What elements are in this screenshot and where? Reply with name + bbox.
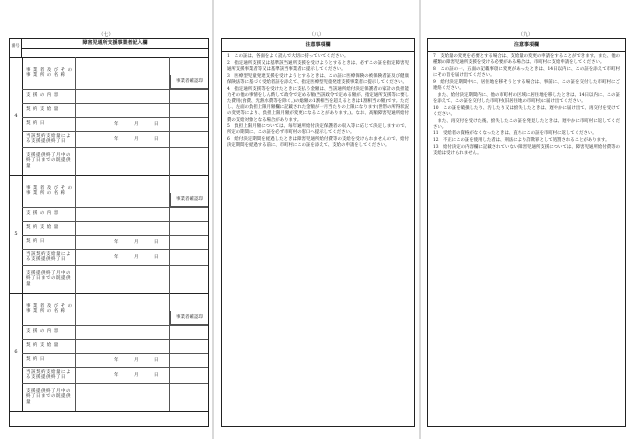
- row-label-remaining: 当該契約支給量による支援提供終了日: [22, 249, 76, 265]
- entry-field[interactable]: [76, 57, 170, 89]
- note-item: 8 この証の一、五面の記載事項に変更があったときは、14日以内に、この証を添えて市町村にその旨を届け出てください。: [433, 66, 620, 79]
- entry-field[interactable]: [76, 89, 170, 103]
- confirm-seal-cell[interactable]: [170, 367, 208, 383]
- table-row: [22, 383, 208, 411]
- confirm-seal-cell[interactable]: [170, 249, 208, 265]
- table-row: [22, 315, 208, 340]
- entry-field[interactable]: [76, 325, 170, 339]
- row-label-service: 支 援 の 内 容: [22, 89, 76, 103]
- table-row: [22, 235, 208, 250]
- confirm-seal-label: 事業者確認印: [170, 311, 208, 325]
- table-row: [22, 103, 208, 118]
- entry-field[interactable]: [76, 367, 170, 383]
- entry-field[interactable]: [76, 339, 170, 353]
- table-header: [10, 39, 208, 58]
- table-row: [22, 197, 208, 222]
- entry-field[interactable]: [76, 235, 170, 249]
- row-label-contract-amount: 契 約 支 給 量: [22, 221, 76, 235]
- row-label-provider: 事 業 者 及 び そ の 事 業 所 の 名 称: [22, 57, 76, 89]
- block-number: 5: [10, 175, 23, 293]
- entry-field[interactable]: [76, 117, 170, 131]
- row-label-contract-amount: 契 約 支 給 量: [22, 339, 76, 353]
- note-item: 12 不正にこの証を使用した者は、刑法により詐欺罪として処罰されることがあります。: [433, 138, 610, 144]
- row-label-provider: 事 業 者 及 び そ の 事 業 所 の 名 称: [22, 293, 76, 325]
- date-unit-year: 年: [114, 122, 119, 127]
- table-row: [22, 353, 208, 368]
- table-row: [22, 79, 208, 104]
- date-unit-day: 日: [154, 358, 159, 363]
- row-label-used-amount: 支援提供終了月中の終了日までの既提供量: [22, 383, 76, 411]
- table-row: [22, 367, 208, 384]
- row-label-contract-date: 契 約 日: [22, 235, 76, 249]
- confirm-seal-cell[interactable]: [170, 103, 208, 117]
- note-item: 1 この証は、各面をよく読んで大切に持っていてください。: [227, 54, 349, 59]
- entry-field[interactable]: [76, 293, 170, 325]
- note-item: 6 給付決定期間を経過したときは障害児通所給付費等の支給を受けられませんので、給付決定期間を経過する前に、市町村にこの証を添えて、支給の申請をしてください。: [227, 137, 409, 149]
- confirm-seal-cell[interactable]: [170, 147, 208, 175]
- note-item: また、給付決定期間内に、他の市町村の区域に居住地を移したときは、14日以内に、この証を添えて、この証を交付した市町村(旧居住地の市町村)に届け出てください。: [433, 92, 620, 104]
- date-unit-month: 月: [134, 373, 139, 378]
- confirm-seal-cell[interactable]: [170, 131, 208, 147]
- entry-field[interactable]: [76, 131, 170, 147]
- page-label-middle: （八）: [308, 32, 324, 38]
- confirm-seal-cell[interactable]: [170, 197, 208, 221]
- date-unit-year: 年: [114, 240, 119, 245]
- block-number: 4: [10, 57, 23, 175]
- date-unit-day: 日: [154, 373, 159, 378]
- page-label-right: （九）: [517, 32, 533, 38]
- confirm-seal-cell[interactable]: [170, 315, 208, 339]
- notes-title-right: 注意事項欄: [428, 39, 625, 52]
- date-unit-day: 日: [154, 137, 159, 142]
- provider-block: [10, 293, 208, 412]
- date-unit-year: 年: [114, 137, 119, 142]
- date-unit-month: 月: [134, 137, 139, 142]
- notes-sheet-middle: [221, 38, 415, 427]
- entry-field[interactable]: [76, 353, 170, 367]
- form-page-right: [421, 0, 630, 439]
- date-unit-month: 月: [134, 122, 139, 127]
- table-row: [22, 221, 208, 236]
- form-page-left: [0, 0, 212, 439]
- note-item: 3 医療型児童発達支援を受けようとするときは、この証に医療保険の被保険者証及び健康保険法等に基づく受給者証を添えて、指定医療型児童発達支援事業者に提示してください。: [227, 73, 409, 85]
- note-item: 11 受給者の資格がなくなったときは、直ちにこの証を市町村に返してください。: [433, 131, 597, 137]
- table-row: [22, 147, 208, 175]
- number-column-header: 番号: [10, 39, 22, 57]
- block-number: 6: [10, 293, 23, 411]
- confirm-seal-cell[interactable]: [170, 79, 208, 103]
- date-unit-year: 年: [114, 358, 119, 363]
- confirm-seal-cell[interactable]: [170, 117, 208, 131]
- row-label-service: 支 援 の 内 容: [22, 207, 76, 221]
- table-row: [22, 265, 208, 293]
- date-unit-month: 月: [134, 358, 139, 363]
- row-label-contract-amount: 契 約 支 給 量: [22, 103, 76, 117]
- confirm-seal-cell[interactable]: [170, 235, 208, 249]
- notes-title-middle: 注意事項欄: [222, 39, 414, 52]
- date-unit-month: 月: [134, 255, 139, 260]
- note-item: 9 給付決定期間中に、居住地を移そうとする場合は、事前に、この証を交付した市町村にご連絡ください。: [433, 79, 620, 92]
- notes-list-middle: [227, 54, 409, 150]
- row-label-service: 支 援 の 内 容: [22, 325, 76, 339]
- table-row: [22, 339, 208, 354]
- note-item: 4 指定通所支援等を受けたときに支払う金額は、当該通所給付決定保護者の家計の負担能力その他の事情をしん酌して政令で定める額(当該政令で定める額が、指定通所支援等に要した費用(食費、光熱水費等を除く。)の総額の1割相当を超えるときは1割相当の額)です。ただし、左面の負担上限月額欄に記載された金額が一月当たりの上限になります(世帯の所得状況の変更等により、負担上限月額が変更になることがあります。)。なお、高額障害児通所給付費の支給対象となる場合があります。: [227, 86, 409, 123]
- entry-field[interactable]: [76, 175, 170, 207]
- note-item: 7 支給量の変更を必要とする場合は、支給量の変更の申請をすることができます。また、他の種類の障害児通所支援を受ける必要がある場合は、市町村に支給申請をしてください。: [433, 54, 620, 66]
- row-label-used-amount: 支援提供終了月中の終了日までの既提供量: [22, 147, 76, 175]
- row-label-provider: 事 業 者 及 び そ の 事 業 所 の 名 称: [22, 175, 76, 207]
- provider-block: [10, 57, 208, 176]
- confirm-seal-cell[interactable]: [170, 221, 208, 235]
- confirm-seal-label: 事業者確認印: [170, 75, 208, 89]
- entry-field[interactable]: [76, 147, 170, 175]
- note-item: 10 この証を破損したり、汚したり又は紛失したときは、遅やかに届け出て、再交付を受けてください。: [433, 105, 620, 117]
- row-label-remaining: 当該契約支給量による支援提供終了日: [22, 131, 76, 147]
- date-unit-day: 日: [154, 240, 159, 245]
- confirm-seal-cell[interactable]: [170, 383, 208, 411]
- notes-sheet-right: [427, 38, 626, 427]
- note-item: 2 指定通所支援又は基準該当通所支援を受けようとするときは、必ずこの証を指定障害児通所支援事業者等又は基準該当事業者に提示してください。: [227, 60, 409, 72]
- table-row: [22, 249, 208, 266]
- row-label-contract-date: 契 約 日: [22, 353, 76, 367]
- form-page-middle: [214, 0, 419, 439]
- entry-field[interactable]: [76, 221, 170, 235]
- date-unit-day: 日: [154, 255, 159, 260]
- provider-entry-sheet: [9, 38, 209, 427]
- confirm-seal-label: 事業者確認印: [170, 193, 208, 207]
- note-item: また、再交付を受けた後、紛失したこの証を発見したときは、遅やかに市町村に返してください。: [433, 118, 620, 130]
- date-unit-year: 年: [114, 255, 119, 260]
- table-row: [22, 117, 208, 132]
- note-item: 5 負担上限月額については、毎年通所給付決定保護者の収入等に応じて決定しますので、所定の期間に、この証を必ず市町村の窓口へ提示してください。: [227, 124, 409, 136]
- note-item: 13 給付決定の内容欄に記載されていない障害児通所支援については、障害児通所給付費等の支給は受けられません。: [433, 144, 620, 157]
- date-unit-year: 年: [114, 373, 119, 378]
- row-label-used-amount: 支援提供終了月中の終了日までの既提供量: [22, 265, 76, 293]
- confirm-seal-cell[interactable]: [170, 353, 208, 367]
- confirm-seal-cell[interactable]: [170, 339, 208, 353]
- confirm-seal-cell[interactable]: [170, 265, 208, 293]
- entry-field[interactable]: [76, 265, 170, 293]
- entry-field[interactable]: [76, 249, 170, 265]
- notes-list-right: [433, 54, 620, 158]
- page-label-left: （七）: [98, 32, 114, 38]
- provider-block: [10, 175, 208, 294]
- table-title: 障害児通所支援事業者記入欄: [22, 39, 208, 49]
- table-row: [22, 131, 208, 148]
- entry-field[interactable]: [76, 207, 170, 221]
- row-label-contract-date: 契 約 日: [22, 117, 76, 131]
- entry-field[interactable]: [76, 103, 170, 117]
- entry-field[interactable]: [76, 383, 170, 411]
- table-subheader: [22, 48, 208, 57]
- date-unit-day: 日: [154, 122, 159, 127]
- row-label-remaining: 当該契約支給量による支援提供終了日: [22, 367, 76, 383]
- date-unit-month: 月: [134, 240, 139, 245]
